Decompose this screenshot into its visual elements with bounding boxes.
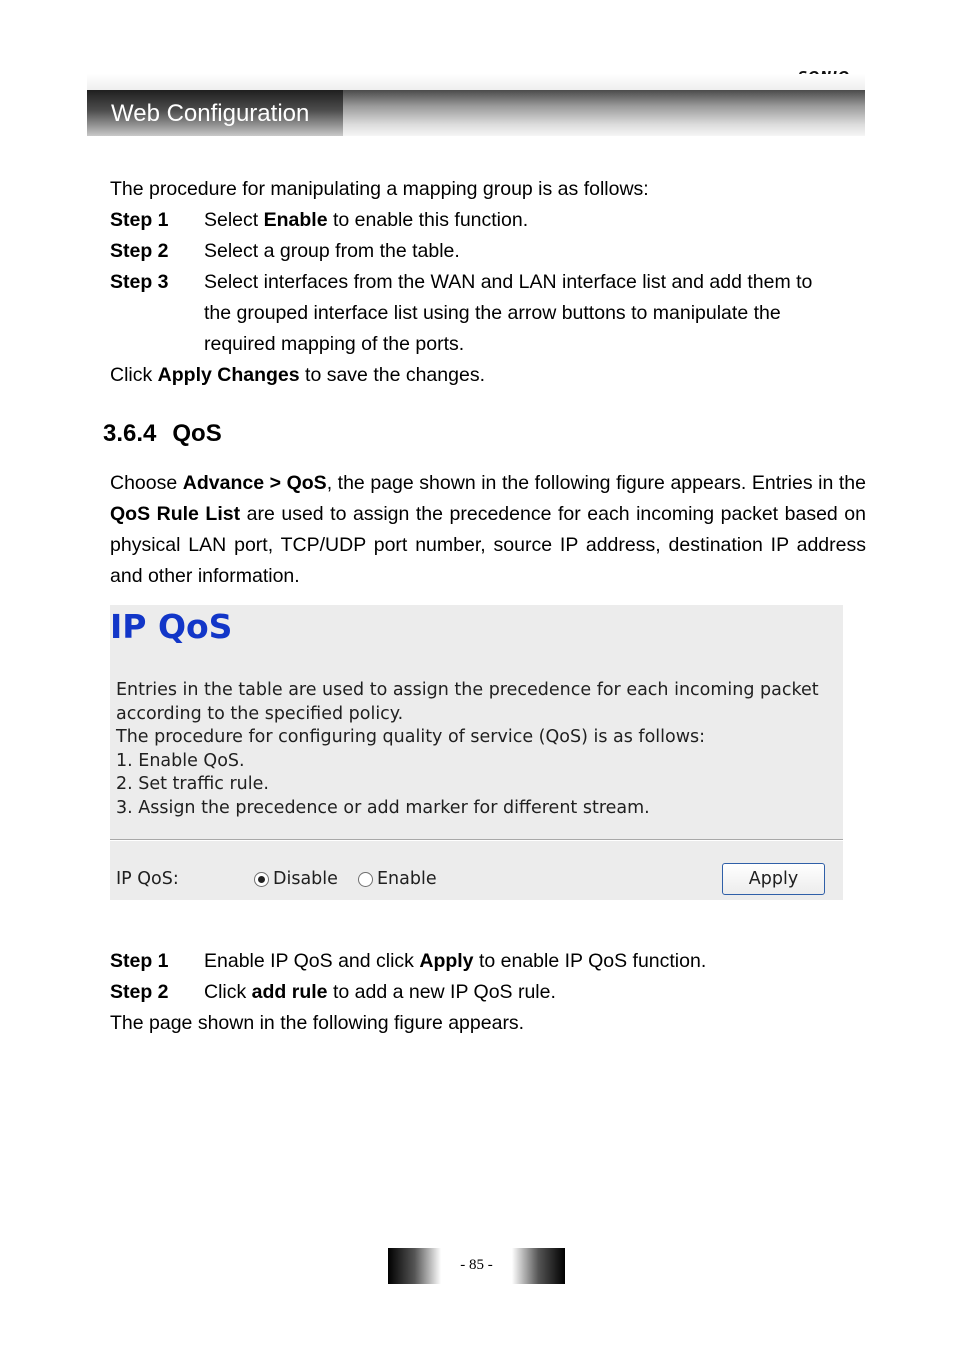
apply-changes-instruction: Click Apply Changes to save the changes. <box>110 364 485 386</box>
radio-disable-label: Disable <box>273 869 338 889</box>
divider <box>110 839 843 841</box>
ip-qos-screenshot <box>110 605 843 900</box>
desc-line: 1. Enable QoS. <box>116 750 245 771</box>
radio-disable[interactable] <box>254 869 338 889</box>
desc-line: according to the specified policy. <box>116 703 404 724</box>
page-footer <box>388 1248 565 1284</box>
closing-text: The page shown in the following figure appears. <box>110 1012 525 1034</box>
ip-qos-description <box>116 679 819 820</box>
radio-enable[interactable] <box>358 869 437 889</box>
step-3-line-3: required mapping of the ports. <box>204 333 465 355</box>
ip-qos-label: IP QoS: <box>116 869 179 889</box>
step-3-label: Step 3 <box>110 271 169 293</box>
section-title: QoS <box>172 420 222 447</box>
step-2-label: Step 2 <box>110 240 169 262</box>
intro-lead: The procedure for manipulating a mapping group is as follows: <box>110 178 649 200</box>
radio-enable-label: Enable <box>377 869 437 889</box>
desc-line: Entries in the table are used to assign the precedence for each incoming packet <box>116 680 819 700</box>
apply-button[interactable]: Apply <box>722 863 825 895</box>
section-heading <box>103 420 222 448</box>
after-step-1-text: Enable IP QoS and click Apply to enable IP QoS function. <box>204 950 707 972</box>
after-step-2-label: Step 2 <box>110 981 169 1003</box>
header-tab <box>87 90 343 136</box>
step-2-text: Select a group from the table. <box>204 240 460 262</box>
after-step-2-text: Click add rule to add a new IP QoS rule. <box>204 981 556 1003</box>
page-number: - 85 - <box>460 1257 493 1273</box>
header-bar <box>87 90 865 136</box>
radio-enable-control[interactable] <box>358 872 373 887</box>
desc-line: 2. Set traffic rule. <box>116 774 269 794</box>
after-step-1-label: Step 1 <box>110 950 169 972</box>
desc-line: 3. Assign the precedence or add marker for different stream. <box>116 797 650 818</box>
step-1-label: Step 1 <box>110 209 169 231</box>
desc-line: The procedure for configuring quality of service (QoS) is as follows: <box>116 727 706 747</box>
step-1-text: Select Enable to enable this function. <box>204 209 529 231</box>
ip-qos-title: IP QoS <box>110 607 233 646</box>
radio-disable-control[interactable] <box>254 872 269 887</box>
step-3-line-1: Select interfaces from the WAN and LAN interface list and add them to <box>204 271 813 293</box>
section-paragraph: Choose Advance > QoS, the page shown in the following figure appears. Entries in the QoS Rule List are used to assign the precedence for each incoming packet based on physical LAN port, TCP/UDP port number, source IP address, destination IP address and other information. <box>110 472 867 587</box>
header-title: Web Configuration <box>111 100 310 127</box>
step-3-line-2: the grouped interface list using the arrow buttons to manipulate the <box>204 302 781 324</box>
section-number: 3.6.4 <box>103 420 157 447</box>
